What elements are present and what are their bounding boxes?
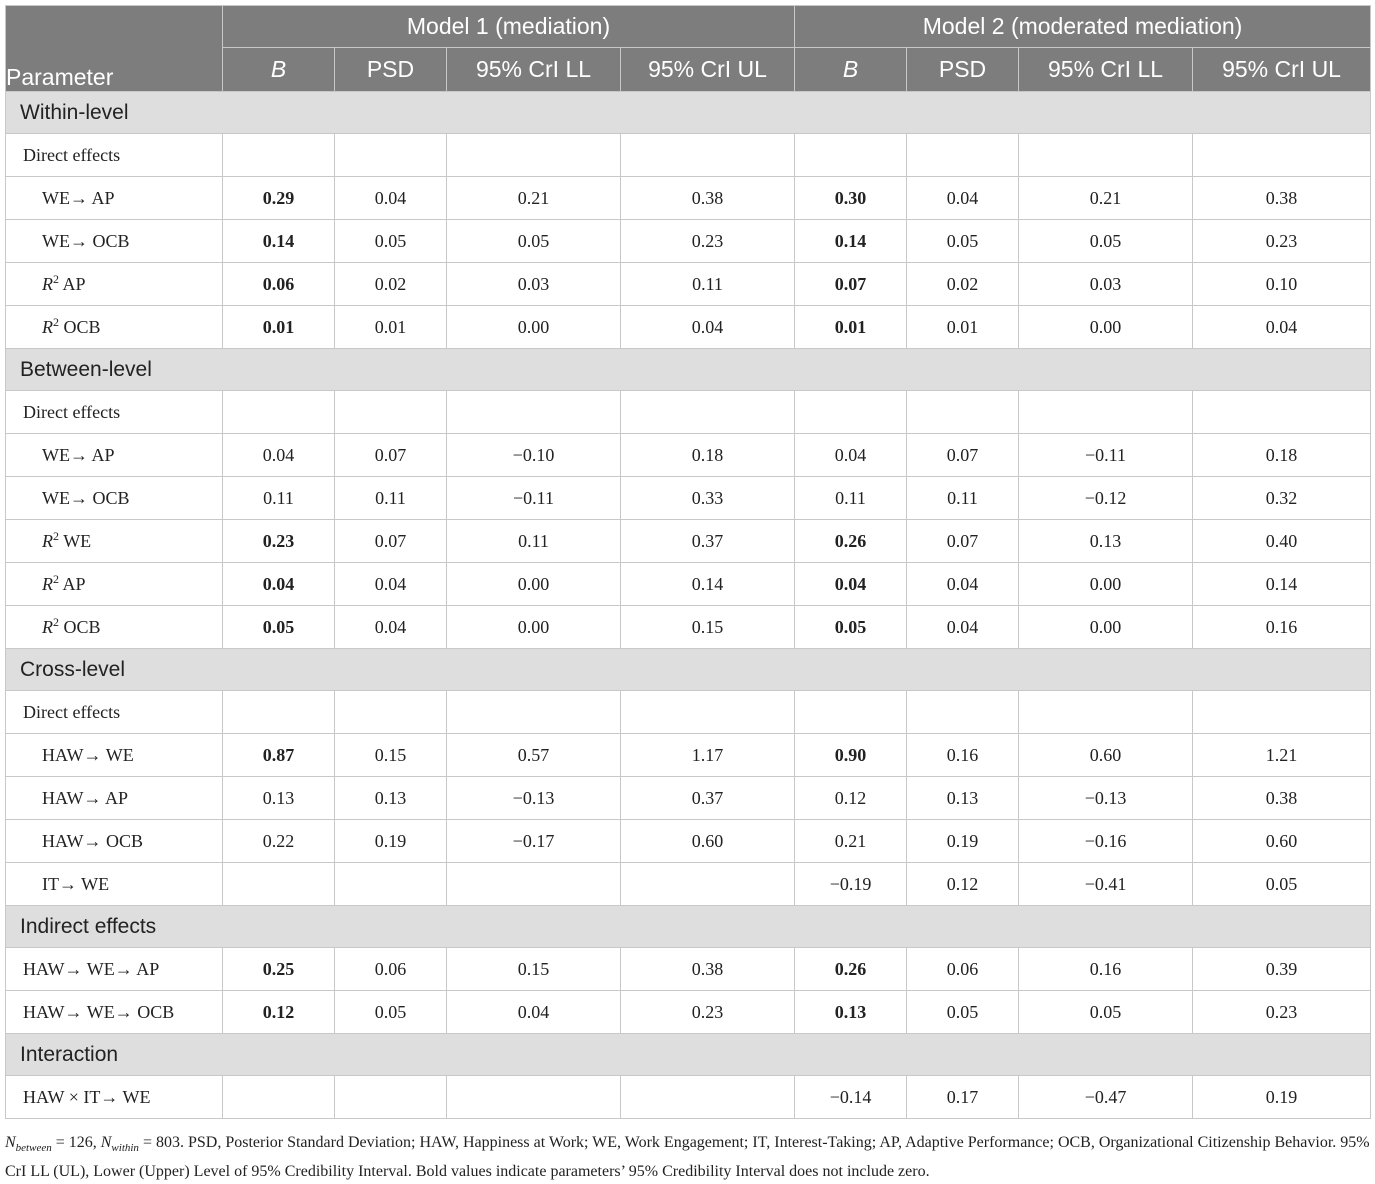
m1-b-cell: 0.87 <box>223 734 335 777</box>
m2-ll-cell: 0.00 <box>1019 606 1193 649</box>
results-table <box>5 5 1371 1119</box>
direct-effects-row <box>6 691 1371 734</box>
m2-ll-cell: −0.11 <box>1019 434 1193 477</box>
m1-b-cell <box>223 1076 335 1119</box>
table-footnote <box>5 1131 1370 1184</box>
empty-cell <box>223 391 335 434</box>
m1-b-cell: 0.13 <box>223 777 335 820</box>
m2-ll-cell: −0.47 <box>1019 1076 1193 1119</box>
row-label: HAW→ OCB <box>6 820 223 863</box>
section-title-within: Within-level <box>6 92 1371 134</box>
table-row <box>6 1076 1371 1119</box>
row-label: WE→ OCB <box>6 477 223 520</box>
m2-b-cell: 0.04 <box>795 563 907 606</box>
n-between-symbol: N <box>5 1134 16 1151</box>
m1-ul-cell: 0.14 <box>621 563 795 606</box>
table-row <box>6 220 1371 263</box>
m2-psd-cell: 0.07 <box>907 434 1019 477</box>
m1-b-cell: 0.04 <box>223 434 335 477</box>
row-label-text: AP <box>62 273 86 294</box>
section-title-interaction: Interaction <box>6 1034 1371 1076</box>
r-squared-symbol: R <box>42 530 53 551</box>
n-within-subscript: within <box>111 1142 139 1155</box>
m2-ul-cell: 0.14 <box>1193 563 1371 606</box>
m2-b-cell: 0.01 <box>795 306 907 349</box>
m2-ll-cell: 0.03 <box>1019 263 1193 306</box>
row-label: WE→ AP <box>6 434 223 477</box>
empty-cell <box>1193 691 1371 734</box>
m2-b-cell: −0.14 <box>795 1076 907 1119</box>
m2-b-cell: 0.04 <box>795 434 907 477</box>
row-label: HAW→ WE→ OCB <box>6 991 223 1034</box>
m1-ll-cell: 0.05 <box>447 220 621 263</box>
m1-b-cell: 0.06 <box>223 263 335 306</box>
empty-cell <box>621 391 795 434</box>
m2-ll-cell: 0.05 <box>1019 991 1193 1034</box>
m2-psd-cell: 0.16 <box>907 734 1019 777</box>
r-squared-exponent: 2 <box>53 314 59 329</box>
model2-header: Model 2 (moderated mediation) <box>795 6 1371 48</box>
table-row <box>6 991 1371 1034</box>
empty-cell <box>335 691 447 734</box>
m1-psd-cell: 0.05 <box>335 991 447 1034</box>
m2-psd-cell: 0.04 <box>907 177 1019 220</box>
m1-psd-cell: 0.04 <box>335 177 447 220</box>
m2-ll-cell: 0.05 <box>1019 220 1193 263</box>
m2-psd-cell: 0.12 <box>907 863 1019 906</box>
model1-header: Model 1 (mediation) <box>223 6 795 48</box>
empty-cell <box>795 691 907 734</box>
empty-cell <box>795 134 907 177</box>
m2-b-cell: 0.21 <box>795 820 907 863</box>
table-row <box>6 177 1371 220</box>
m2-b-cell: 0.13 <box>795 991 907 1034</box>
r-squared-exponent: 2 <box>53 614 59 629</box>
m1-ll-header: 95% CrI LL <box>447 48 621 92</box>
empty-cell <box>447 134 621 177</box>
m1-ul-cell: 1.17 <box>621 734 795 777</box>
m2-ul-cell: 0.10 <box>1193 263 1371 306</box>
table-row <box>6 563 1371 606</box>
empty-cell <box>621 691 795 734</box>
m2-ll-cell: 0.00 <box>1019 563 1193 606</box>
empty-cell <box>1019 391 1193 434</box>
m2-ll-cell: 0.13 <box>1019 520 1193 563</box>
empty-cell <box>223 691 335 734</box>
m2-psd-cell: 0.11 <box>907 477 1019 520</box>
m1-psd-cell <box>335 863 447 906</box>
m2-psd-header: PSD <box>907 48 1019 92</box>
m2-ul-cell: 0.23 <box>1193 991 1371 1034</box>
row-label: HAW→ WE→ AP <box>6 948 223 991</box>
table-row <box>6 734 1371 777</box>
m1-b-cell: 0.05 <box>223 606 335 649</box>
m1-psd-cell: 0.04 <box>335 606 447 649</box>
direct-effects-label: Direct effects <box>6 691 223 734</box>
m2-b-cell: 0.90 <box>795 734 907 777</box>
m2-ul-cell: 0.05 <box>1193 863 1371 906</box>
m1-psd-cell: 0.15 <box>335 734 447 777</box>
section-title-indirect: Indirect effects <box>6 906 1371 948</box>
m2-ul-cell: 0.60 <box>1193 820 1371 863</box>
m2-ll-cell: 0.16 <box>1019 948 1193 991</box>
m1-ll-cell: −0.17 <box>447 820 621 863</box>
m1-psd-cell: 0.06 <box>335 948 447 991</box>
empty-cell <box>907 134 1019 177</box>
row-label-text: AP <box>62 573 86 594</box>
m2-b-cell: 0.30 <box>795 177 907 220</box>
row-label <box>6 563 223 606</box>
m1-ul-cell: 0.38 <box>621 948 795 991</box>
m1-psd-cell <box>335 1076 447 1119</box>
m1-ll-cell: 0.11 <box>447 520 621 563</box>
m2-ll-cell: −0.16 <box>1019 820 1193 863</box>
m1-b-cell: 0.23 <box>223 520 335 563</box>
m1-ul-cell: 0.60 <box>621 820 795 863</box>
m2-ul-cell: 0.16 <box>1193 606 1371 649</box>
section-title-cross: Cross-level <box>6 649 1371 691</box>
m2-b-header: B <box>795 48 907 92</box>
m1-psd-cell: 0.05 <box>335 220 447 263</box>
m1-ul-cell: 0.04 <box>621 306 795 349</box>
m2-b-cell: 0.05 <box>795 606 907 649</box>
direct-effects-row <box>6 391 1371 434</box>
m1-b-cell: 0.22 <box>223 820 335 863</box>
m1-b-cell: 0.14 <box>223 220 335 263</box>
m1-b-cell: 0.12 <box>223 991 335 1034</box>
m1-ll-cell: 0.04 <box>447 991 621 1034</box>
empty-cell <box>621 134 795 177</box>
table-row <box>6 434 1371 477</box>
m2-ll-cell: 0.60 <box>1019 734 1193 777</box>
r-squared-symbol: R <box>42 616 53 637</box>
table-row <box>6 477 1371 520</box>
section-title-between: Between-level <box>6 349 1371 391</box>
row-label <box>6 306 223 349</box>
table-row <box>6 863 1371 906</box>
row-label: IT→ WE <box>6 863 223 906</box>
m2-ll-cell: −0.41 <box>1019 863 1193 906</box>
m2-ul-cell: 1.21 <box>1193 734 1371 777</box>
m1-ll-cell: 0.00 <box>447 563 621 606</box>
empty-cell <box>907 691 1019 734</box>
n-between-value: = 126, <box>51 1134 101 1151</box>
m1-b-cell <box>223 863 335 906</box>
parameter-header: Parameter <box>6 6 223 92</box>
m1-ll-cell: 0.00 <box>447 606 621 649</box>
r-squared-exponent: 2 <box>53 271 59 286</box>
row-label: HAW→ AP <box>6 777 223 820</box>
table-row <box>6 777 1371 820</box>
m2-b-cell: 0.07 <box>795 263 907 306</box>
m2-psd-cell: 0.06 <box>907 948 1019 991</box>
m1-ul-cell: 0.33 <box>621 477 795 520</box>
m2-ul-cell: 0.39 <box>1193 948 1371 991</box>
m1-ul-cell: 0.23 <box>621 220 795 263</box>
section-row-cross <box>6 649 1371 691</box>
m2-ul-cell: 0.38 <box>1193 777 1371 820</box>
row-label <box>6 520 223 563</box>
m2-psd-cell: 0.04 <box>907 606 1019 649</box>
row-label <box>6 263 223 306</box>
m1-psd-cell: 0.01 <box>335 306 447 349</box>
m2-b-cell: 0.14 <box>795 220 907 263</box>
m1-ul-cell: 0.38 <box>621 177 795 220</box>
empty-cell <box>223 134 335 177</box>
m1-ul-cell: 0.11 <box>621 263 795 306</box>
m1-ll-cell: 0.00 <box>447 306 621 349</box>
m2-ul-header: 95% CrI UL <box>1193 48 1371 92</box>
empty-cell <box>335 134 447 177</box>
section-row-indirect <box>6 906 1371 948</box>
m1-ll-cell: −0.10 <box>447 434 621 477</box>
m1-b-cell: 0.29 <box>223 177 335 220</box>
direct-effects-row <box>6 134 1371 177</box>
m2-psd-cell: 0.04 <box>907 563 1019 606</box>
table-row <box>6 948 1371 991</box>
m2-psd-cell: 0.05 <box>907 220 1019 263</box>
m2-b-cell: 0.26 <box>795 948 907 991</box>
m2-ul-cell: 0.04 <box>1193 306 1371 349</box>
table-row <box>6 263 1371 306</box>
m1-ll-cell: 0.21 <box>447 177 621 220</box>
row-label-text: OCB <box>63 616 101 637</box>
m1-ll-cell: 0.15 <box>447 948 621 991</box>
m1-ul-cell: 0.23 <box>621 991 795 1034</box>
m1-ul-cell <box>621 863 795 906</box>
table-row <box>6 306 1371 349</box>
empty-cell <box>907 391 1019 434</box>
row-label: HAW→ WE <box>6 734 223 777</box>
m2-ll-cell: 0.00 <box>1019 306 1193 349</box>
table-row <box>6 520 1371 563</box>
m2-ul-cell: 0.40 <box>1193 520 1371 563</box>
row-label <box>6 606 223 649</box>
section-row-between <box>6 349 1371 391</box>
direct-effects-label: Direct effects <box>6 134 223 177</box>
m1-psd-cell: 0.11 <box>335 477 447 520</box>
row-label: HAW × IT→ WE <box>6 1076 223 1119</box>
direct-effects-label: Direct effects <box>6 391 223 434</box>
m1-psd-cell: 0.19 <box>335 820 447 863</box>
r-squared-symbol: R <box>42 273 53 294</box>
empty-cell <box>447 691 621 734</box>
r-squared-exponent: 2 <box>53 528 59 543</box>
table-row <box>6 606 1371 649</box>
m2-b-cell: −0.19 <box>795 863 907 906</box>
m2-ul-cell: 0.32 <box>1193 477 1371 520</box>
m2-psd-cell: 0.02 <box>907 263 1019 306</box>
m1-psd-cell: 0.07 <box>335 434 447 477</box>
row-label-text: OCB <box>63 316 101 337</box>
empty-cell <box>795 391 907 434</box>
m2-b-cell: 0.26 <box>795 520 907 563</box>
m1-ll-cell: −0.11 <box>447 477 621 520</box>
m1-b-cell: 0.01 <box>223 306 335 349</box>
footnote-text: = 803. PSD, Posterior Standard Deviation; HAW, Happiness at Work; WE, Work Engagement; IT, Interest-Taking; AP, Adaptive Performance; OCB, Organizational Citizenship Behavior. 95% CrI LL (UL), Lower (Upper) Level of 95% Credibility Interval. Bold values indicate parameters’ 95% Credibility Interval does not include zero. <box>5 1134 1370 1181</box>
m1-ll-cell: −0.13 <box>447 777 621 820</box>
m2-psd-cell: 0.17 <box>907 1076 1019 1119</box>
m1-psd-cell: 0.13 <box>335 777 447 820</box>
m1-ul-header: 95% CrI UL <box>621 48 795 92</box>
m2-psd-cell: 0.07 <box>907 520 1019 563</box>
m1-psd-cell: 0.04 <box>335 563 447 606</box>
m2-psd-cell: 0.01 <box>907 306 1019 349</box>
m1-ll-cell: 0.03 <box>447 263 621 306</box>
m1-ul-cell <box>621 1076 795 1119</box>
m2-b-cell: 0.11 <box>795 477 907 520</box>
row-label-text: WE <box>63 530 92 551</box>
empty-cell <box>1019 691 1193 734</box>
m2-ul-cell: 0.18 <box>1193 434 1371 477</box>
m2-ll-cell: 0.21 <box>1019 177 1193 220</box>
m2-psd-cell: 0.13 <box>907 777 1019 820</box>
m1-ul-cell: 0.15 <box>621 606 795 649</box>
header-row-models <box>6 6 1371 48</box>
empty-cell <box>1019 134 1193 177</box>
m1-ul-cell: 0.18 <box>621 434 795 477</box>
section-row-within <box>6 92 1371 134</box>
m1-b-cell: 0.25 <box>223 948 335 991</box>
n-between-subscript: between <box>15 1142 52 1155</box>
m1-psd-cell: 0.07 <box>335 520 447 563</box>
m1-b-cell: 0.04 <box>223 563 335 606</box>
empty-cell <box>1193 134 1371 177</box>
r-squared-symbol: R <box>42 573 53 594</box>
empty-cell <box>335 391 447 434</box>
m1-ul-cell: 0.37 <box>621 777 795 820</box>
m1-ll-cell <box>447 863 621 906</box>
n-within-symbol: N <box>100 1134 112 1151</box>
m1-psd-cell: 0.02 <box>335 263 447 306</box>
empty-cell <box>447 391 621 434</box>
r-squared-exponent: 2 <box>53 571 59 586</box>
m2-ul-cell: 0.19 <box>1193 1076 1371 1119</box>
m1-ll-cell <box>447 1076 621 1119</box>
table-row <box>6 820 1371 863</box>
m2-ll-cell: −0.12 <box>1019 477 1193 520</box>
section-row-interaction <box>6 1034 1371 1076</box>
m2-ul-cell: 0.23 <box>1193 220 1371 263</box>
m2-psd-cell: 0.19 <box>907 820 1019 863</box>
m1-b-header: B <box>223 48 335 92</box>
table-body <box>6 92 1371 1119</box>
m1-ul-cell: 0.37 <box>621 520 795 563</box>
m2-b-cell: 0.12 <box>795 777 907 820</box>
m2-ll-cell: −0.13 <box>1019 777 1193 820</box>
row-label: WE→ OCB <box>6 220 223 263</box>
m2-ll-header: 95% CrI LL <box>1019 48 1193 92</box>
m1-ll-cell: 0.57 <box>447 734 621 777</box>
m2-psd-cell: 0.05 <box>907 991 1019 1034</box>
row-label: WE→ AP <box>6 177 223 220</box>
r-squared-symbol: R <box>42 316 53 337</box>
m2-ul-cell: 0.38 <box>1193 177 1371 220</box>
m1-psd-header: PSD <box>335 48 447 92</box>
empty-cell <box>1193 391 1371 434</box>
m1-b-cell: 0.11 <box>223 477 335 520</box>
